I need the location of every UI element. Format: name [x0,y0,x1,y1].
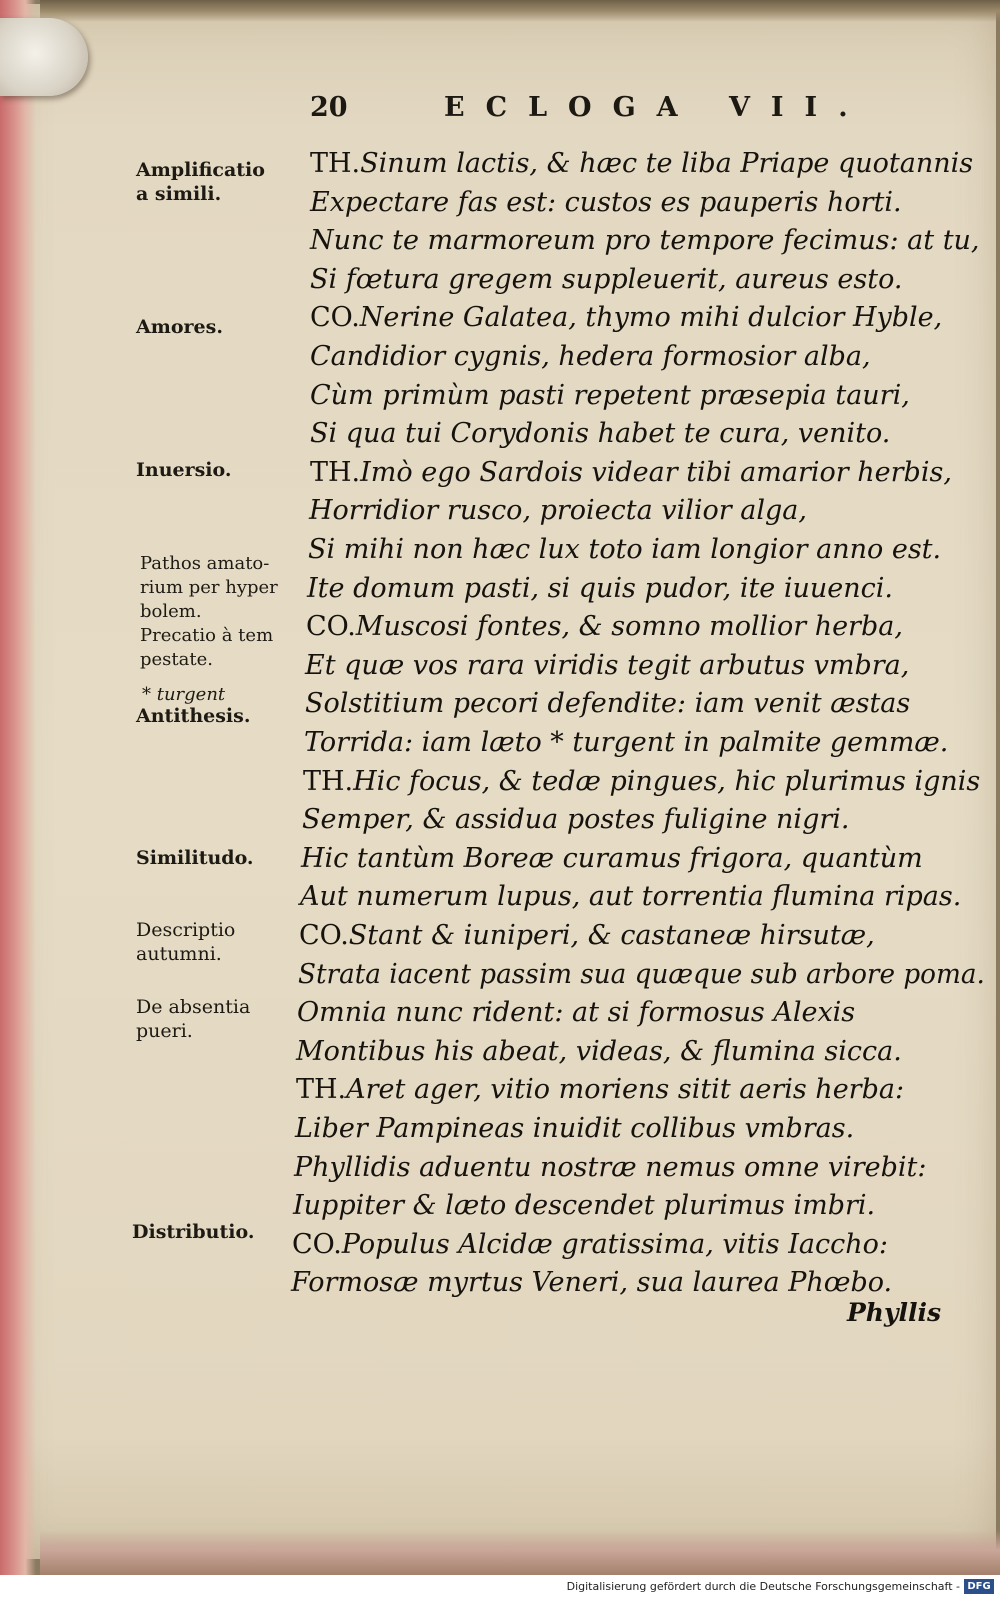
running-header [310,92,869,132]
verse-line [296,1074,904,1105]
verse-text: Strata iacent passim sua quæque sub arbore poma. [298,959,985,990]
verse-line [310,341,871,372]
margin-note-similitudo: Similitudo. [136,847,254,869]
verse-text: Hic tantùm Boreæ curamus frigora, quantùm [301,843,923,874]
verse-text: Liber Pampineas inuidit collibus vmbras. [295,1113,855,1144]
verse-line [300,881,961,912]
verse-line [310,457,952,488]
speaker-label: CO. [299,920,349,951]
verse-line [295,1113,854,1144]
verse-text: Si fœtura gregem suppleuerit, aureus esto. [310,264,903,295]
margin-note-turgent: * turgent [142,684,226,705]
verse-text: Cùm primùm pasti repetent præsepia tauri, [310,380,910,411]
verse-text: Stant & iuniperi, & castaneæ hirsutæ, [348,920,875,951]
verse-line [310,148,973,179]
red-page-edge [0,0,36,1575]
verse-text: Imò ego Sardois videar tibi amarior herbis, [360,457,952,488]
top-page-edge [40,0,1000,22]
verse-line [302,804,849,835]
verse-text: Nunc te marmoreum pro tempore fecimus: at tu, [310,225,980,256]
speaker-label: TH. [310,148,361,179]
speaker-label: CO. [306,611,356,642]
verse-line [299,920,875,951]
verse-text: Horridior rusco, proiecta vilior alga, [309,495,807,526]
verse-text: Solstitium pecori defendite: iam venit æstas [305,688,911,719]
verse-line [298,959,985,990]
margin-note-amplificatio: Amplificatio a simili. [136,159,265,205]
footer-credit: Digitalisierung gefördert durch die Deutsche Forschungsgemeinschaft - [566,1580,960,1593]
running-title: ECLOGA VII. [444,92,869,123]
speaker-label: TH. [310,457,361,488]
verse-text: Omnia nunc rident: at si formosus Alexis [297,997,856,1028]
verse-text: Aret ager, vitio moriens sitit aeris herba: [346,1074,905,1105]
verse-line [310,302,942,333]
verse-text: Candidior cygnis, hedera formosior alba, [310,341,871,372]
verse-text: Iuppiter & læto descendet plurimus imbri. [293,1190,876,1221]
verse-line [310,225,980,256]
verse-text: Si qua tui Corydonis habet te cura, venito. [310,418,891,449]
margin-note-descriptio: Descriptio autumni. [136,919,236,965]
verse-text: Populus Alcidæ gratissima, vitis Iaccho: [341,1229,888,1260]
verse-line [306,611,903,642]
verse-line [304,727,948,758]
verse-line [308,534,941,565]
digitization-footer [0,1575,1000,1602]
verse-text: Si mihi non hæc lux toto iam longior anno est. [308,534,942,565]
verse-line [305,650,909,681]
verse-line [296,1036,902,1067]
dfg-logo: DFG [964,1579,994,1594]
speaker-label: CO. [292,1229,342,1260]
verse-text: Et quæ vos rara viridis tegit arbutus vmbra, [305,650,910,681]
verse-text: Montibus his abeat, videas, & flumina sicca. [296,1036,902,1067]
verse-line [307,573,893,604]
margin-note-precatio: Precatio à tem pestate. [140,625,274,670]
verse-line [293,1190,875,1221]
verse-text: Sinum lactis, & hæc te liba Priape quotannis [360,148,974,179]
speaker-label: TH. [303,766,354,797]
page-clip [0,18,88,96]
verse-line [297,997,855,1028]
verse-text: Expectare fas est: custos es pauperis horti. [310,187,902,218]
margin-note-distributio: Distributio. [132,1221,255,1243]
verse-line [310,380,910,411]
margin-note-inuersio: Inuersio. [136,459,232,481]
verse-text: Aut numerum lupus, aut torrentia flumina ripas. [300,881,962,912]
verse-text: Semper, & assidua postes fuligine nigri. [302,804,850,835]
verse-line [303,766,980,797]
verse-line [294,1152,927,1183]
verse-line [310,418,890,449]
speaker-label: TH. [296,1074,347,1105]
verse-text: Torrida: iam læto * turgent in palmite gemmæ. [304,727,949,758]
page-number: 20 [310,92,348,123]
catchword: Phyllis [847,1298,942,1327]
margin-note-absentia: De absentia pueri. [136,996,251,1042]
verse-line [309,495,807,526]
bottom-page-edge [40,1530,1000,1575]
verse-text: Nerine Galatea, thymo mihi dulcior Hyble, [359,302,943,333]
margin-note-antithesis: Antithesis. [136,705,251,727]
verse-text: Phyllidis aduentu nostræ nemus omne virebit: [294,1152,927,1183]
verse-text: Hic focus, & tedæ pingues, hic plurimus ignis [353,766,981,797]
verse-line [305,688,910,719]
verse-line [301,843,923,874]
verse-line [310,187,902,218]
verse-text: Ite domum pasti, si quis pudor, ite iuuenci. [307,573,893,604]
margin-note-amores: Amores. [136,316,223,338]
verse-line [291,1267,892,1298]
verse-line [310,264,902,295]
speaker-label: CO. [310,302,360,333]
verse-text: Muscosi fontes, & somno mollior herba, [355,611,903,642]
verse-text: Formosæ myrtus Veneri, sua laurea Phœbo. [291,1267,893,1298]
verse-line [292,1229,888,1260]
margin-note-pathos: Pathos amato- rium per hyper bolem. [140,553,278,622]
